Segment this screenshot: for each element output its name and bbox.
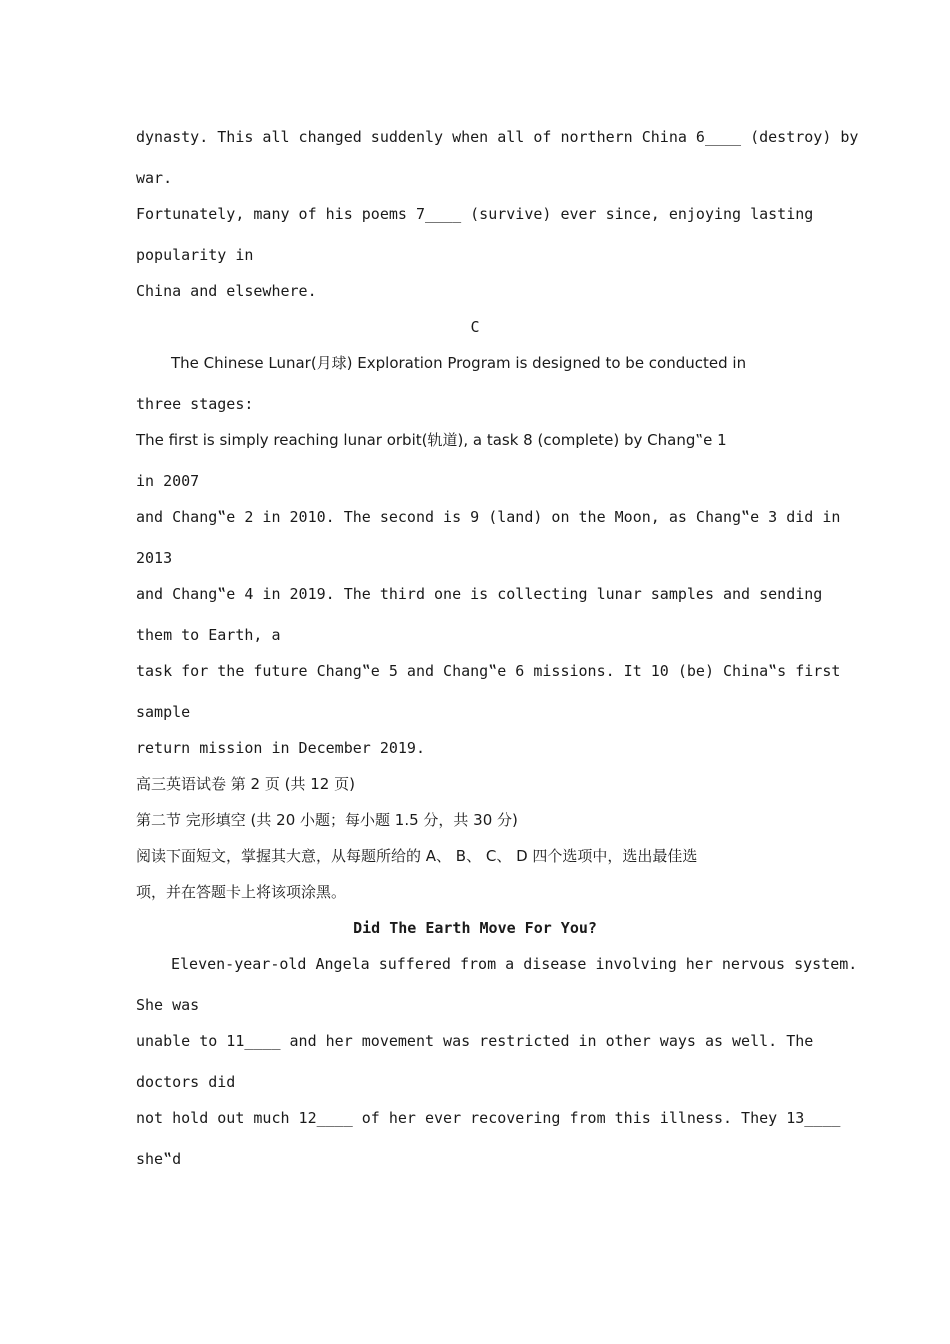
passage-line: China and elsewhere. <box>136 282 317 300</box>
passage-line: Fortunately, many of his poems 7____ (survive) ever since, enjoying lasting <box>136 205 814 223</box>
passage-line: she‟d <box>136 1150 182 1168</box>
passage-line: doctors did <box>136 1073 236 1091</box>
passage-line: 2013 <box>136 549 173 567</box>
passage-line: return mission in December 2019. <box>136 739 425 757</box>
passage-line: them to Earth, a <box>136 626 281 644</box>
passage-line: not hold out much 12____ of her ever recovering from this illness. They 13____ <box>136 1109 841 1127</box>
passage-line: The Chinese Lunar(月球) Exploration Program is designed to be conducted in <box>171 354 747 372</box>
instruction-line: 阅读下面短文，掌握其大意，从每题所给的 A、 B、 C、 D 四个选项中，选出最佳选 <box>136 847 698 865</box>
passage-line: task for the future Chang‟e 5 and Chang‟e 6 missions. It 10 (be) China‟s first <box>136 662 841 680</box>
page-footer: 高三英语试卷 第 2 页 (共 12 页) <box>136 775 355 793</box>
passage-line: popularity in <box>136 246 254 264</box>
passage-line: in 2007 <box>136 472 200 490</box>
passage-line: and Chang‟e 2 in 2010. The second is 9 (land) on the Moon, as Chang‟e 3 did in <box>136 508 841 526</box>
passage-line: She was <box>136 996 200 1014</box>
passage-line: sample <box>136 703 191 721</box>
section-c-heading: C <box>470 318 480 336</box>
cloze-title: Did The Earth Move For You? <box>353 919 597 937</box>
passage-line: dynasty. This all changed suddenly when all of northern China 6____ (destroy) by <box>136 128 859 146</box>
passage-line: war. <box>136 169 173 187</box>
passage-line: Eleven-year-old Angela suffered from a disease involving her nervous system. <box>171 955 858 973</box>
section-two-heading: 第二节 完形填空 (共 20 小题；每小题 1.5 分，共 30 分) <box>136 811 518 829</box>
passage-line: The first is simply reaching lunar orbit(轨道), a task 8 (complete) by Chang‟e 1 <box>136 431 727 449</box>
passage-line: unable to 11____ and her movement was restricted in other ways as well. The <box>136 1032 814 1050</box>
passage-line: and Chang‟e 4 in 2019. The third one is collecting lunar samples and sending <box>136 585 823 603</box>
passage-line: three stages: <box>136 395 254 413</box>
instruction-line: 项，并在答题卡上将该项涂黑。 <box>136 883 347 901</box>
